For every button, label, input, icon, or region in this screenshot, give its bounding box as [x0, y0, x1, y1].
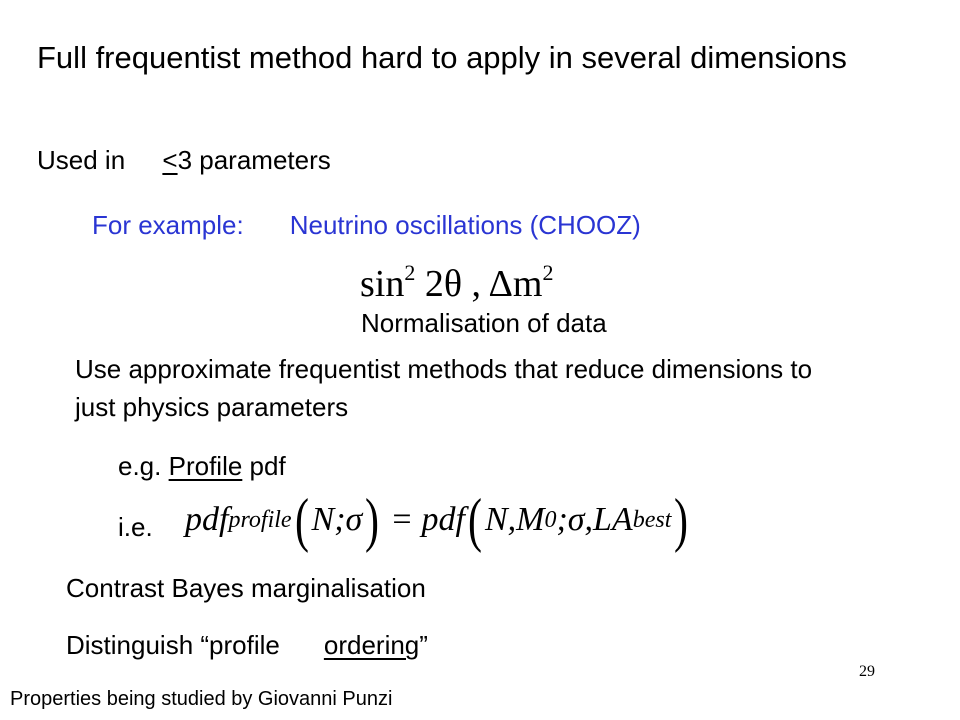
- distinguish-prefix: Distinguish “profile: [66, 630, 280, 660]
- example-label: For example:: [92, 210, 244, 240]
- ordering-word: ordering: [323, 630, 420, 660]
- oscillation-formula: $\sin^2 2\theta$ , $\Delta m^2$: [360, 260, 554, 305]
- used-prefix: Used in: [37, 145, 126, 175]
- less-equal-symbol: <: [162, 145, 178, 175]
- approx-text: Use approximate frequentist methods that reduce dimensions to just physics parameters: [75, 354, 813, 422]
- eg-prefix: e.g.: [118, 451, 162, 481]
- profile-formula: pdf profile ( N;σ ) = pdf ( N,M 0 ;σ,LA best ): [185, 487, 689, 553]
- contrast-text: Contrast Bayes marginalisation: [66, 573, 426, 603]
- example-text: Neutrino oscillations (CHOOZ): [289, 210, 641, 240]
- used-suffix: 3 parameters: [177, 145, 331, 175]
- example-line: [92, 205, 641, 245]
- eg-line: [118, 446, 286, 486]
- ie-label: i.e.: [118, 512, 153, 542]
- normalisation-text: Normalisation of data: [361, 308, 607, 338]
- slide-title: Full frequentist method hard to apply in several dimensions: [37, 40, 847, 75]
- used-line: [37, 140, 331, 180]
- close-quote: ”: [419, 630, 428, 660]
- profile-word: Profile: [168, 451, 243, 481]
- page-number: 29: [859, 663, 875, 680]
- distinguish-line: [66, 625, 428, 665]
- eg-suffix: pdf: [249, 451, 286, 481]
- footer-credit: Properties being studied by Giovanni Punzi: [10, 688, 393, 710]
